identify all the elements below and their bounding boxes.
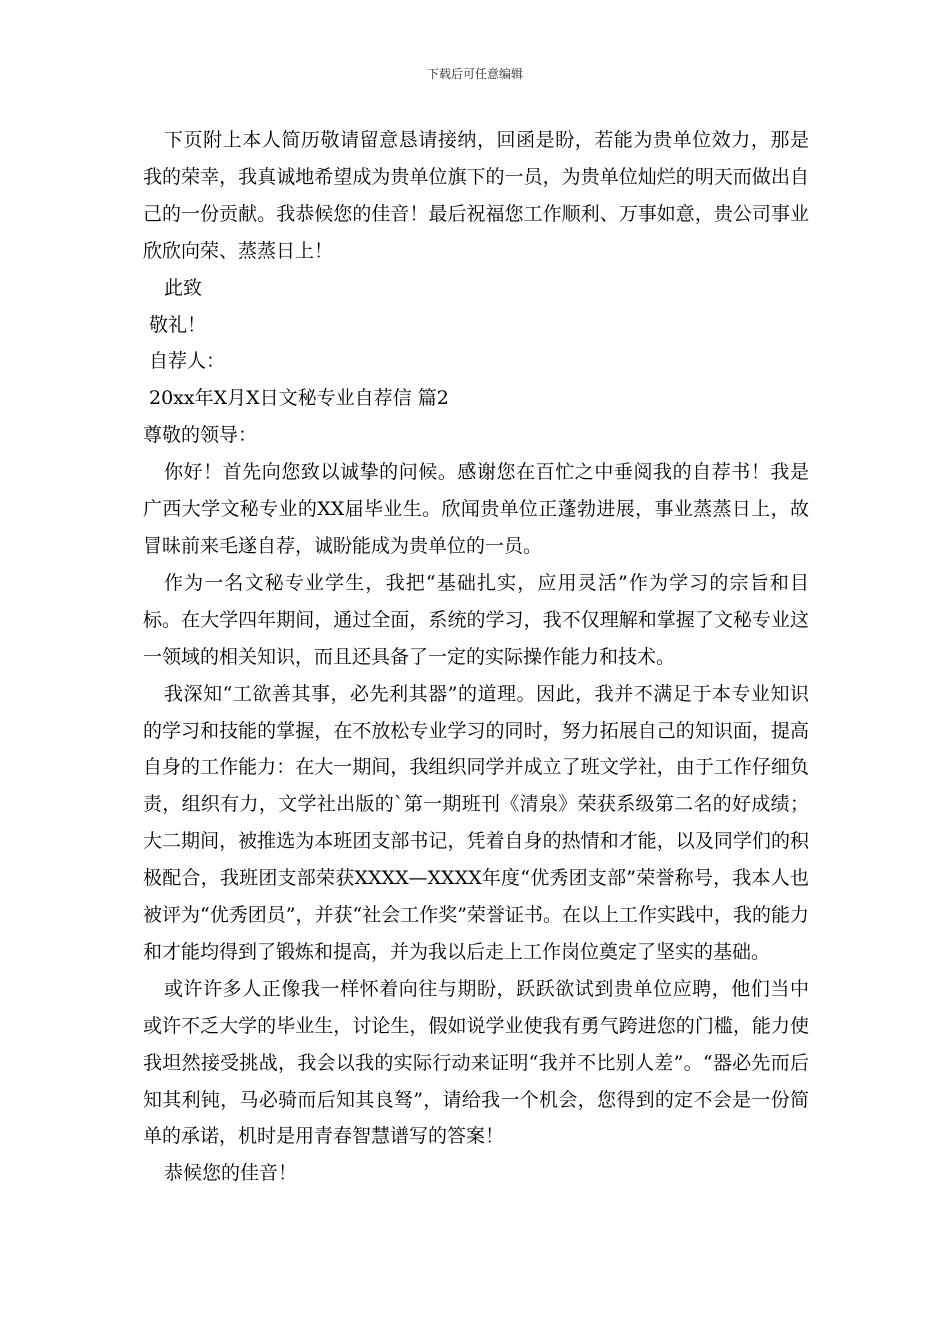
letter-date-title: 20xx年X月X日文秘专业自荐信 篇2 [149,387,449,410]
signer-label: 自荐人： [149,350,226,373]
paragraph-greeting: 你好！首先向您致以诚挚的问候。感谢您在百忙之中垂阅我的自荐书！我是广西大学文秘专业的XX届毕业生。欣闻贵单位正蓬勃进展，事业蒸蒸日上，故冒昧前来毛遂自荐，诚盼能成为贵单位的一员。 [143,461,809,557]
salutation: 尊敬的领导： [143,424,258,447]
paragraph-closing: 恭候您的佳音！ [164,1162,298,1185]
document-body [143,122,809,1192]
closing-jingli: 敬礼！ [149,313,207,336]
paragraph-study-goal: 作为一名文秘专业学生，我把“基础扎实，应用灵活”作为学习的宗旨和目标。在大学四年期间，通过全面，系统的学习，我不仅理解和掌握了文秘专业这一领域的相关知识，而且还具备了一定的实际操作能力和技术。 [143,571,809,668]
paragraph-experience: 我深知“工欲善其事，必先利其器”的道理。因此，我并不满足于本专业知识的学习和技能的掌握，在不放松专业学习的同时，努力拓展自己的知识面，提高自身的工作能力：在大一期间，我组织同学并成立了班文学社，由于工作仔细负责，组织有力，文学社出版的`第一期班刊《清泉》荣获系级第二名的好成绩；大二期间，被推选为本班团支部书记，凭着自身的热情和才能，以及同学们的积极配合，我班团支部荣获XXXX—XXXX年度“优秀团支部”荣誉称号，我本人也被评为“优秀团员”，并获“社会工作奖”荣誉证书。在以上工作实践中，我的能力和才能均得到了锻炼和提高，并为我以后走上工作岗位奠定了坚实的基础。 [143,682,809,963]
paragraph-request-chance: 或许许多人正像我一样怀着向往与期盼，跃跃欲试到贵单位应聘，他们当中或许不乏大学的毕业生，讨论生，假如说学业使我有勇气跨进您的门槛，能力使我坦然接受挑战，我会以我的实际行动来证明“我并不比别人差”。“器必先而后知其利钝，马必骑而后知其良驽”，请给我一个机会，您得到的定不会是一份简单的承诺，机时是用青春智慧谱写的答案！ [143,977,809,1148]
page-header-note: 下载后可任意编辑 [426,67,523,81]
closing-cizhi: 此致 [164,276,203,299]
paragraph-attach-resume: 下页附上本人简历敬请留意恳请接纳，回函是盼，若能为贵单位效力，那是我的荣幸，我真诚地希望成为贵单位旗下的一员，为贵单位灿烂的明天而做出自己的一份贡献。我恭候您的佳音！最后祝福您工作顺利、万事如意，贵公司事业欣欣向荣、蒸蒸日上！ [143,129,809,262]
